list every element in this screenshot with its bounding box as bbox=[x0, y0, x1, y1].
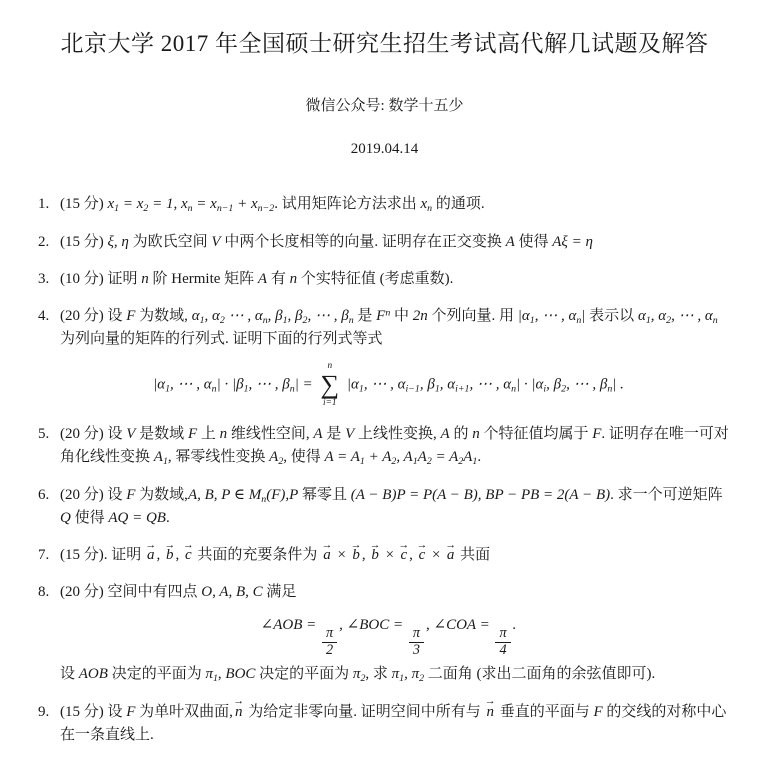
math-run: | bbox=[581, 308, 586, 324]
math-run: A bbox=[505, 233, 515, 250]
subscript: n bbox=[576, 314, 582, 326]
math-run: n bbox=[289, 270, 298, 287]
problem-paragraph bbox=[60, 193, 731, 216]
vector bbox=[416, 538, 428, 567]
vector bbox=[350, 538, 362, 567]
subscript: 2 bbox=[219, 314, 225, 326]
text-run: (10 分) 证明 bbox=[60, 270, 142, 287]
math-run: , ⋯ , α bbox=[170, 376, 212, 393]
math-run: , α bbox=[650, 308, 667, 324]
text-run: (15 分) bbox=[60, 196, 108, 213]
vector-arrow-icon: → bbox=[164, 538, 176, 551]
vector-letter: n bbox=[234, 703, 243, 720]
subscript: 1 bbox=[412, 456, 418, 468]
vector-letter: a bbox=[147, 547, 155, 564]
text-run: 决定的平面为 bbox=[107, 666, 206, 683]
subscript: 1 bbox=[282, 314, 288, 326]
math-run: , ⋯ , α bbox=[534, 308, 577, 324]
math-run: | . bbox=[612, 376, 624, 393]
math-run: A bbox=[417, 449, 427, 466]
subscript: 2 bbox=[419, 673, 425, 685]
text-run: 为给定非零向量. 证明空间中所有与 bbox=[244, 703, 485, 720]
text-run: 设 bbox=[60, 666, 79, 683]
math-run: AOB bbox=[78, 666, 108, 683]
vector-letter: c bbox=[400, 547, 408, 564]
problem-number: 2. bbox=[38, 233, 50, 250]
subscript: 1 bbox=[399, 673, 405, 685]
math-run: V bbox=[345, 426, 355, 443]
math-run: V bbox=[126, 426, 136, 443]
problem-number: 7. bbox=[38, 547, 50, 564]
text-run: 有 bbox=[267, 270, 290, 287]
math-run: , α bbox=[204, 308, 220, 324]
vector-arrow-icon: → bbox=[484, 695, 496, 708]
problem-item bbox=[38, 695, 731, 748]
vector bbox=[445, 538, 457, 567]
fraction bbox=[322, 626, 337, 659]
sum-sigma-icon: ∑ bbox=[320, 369, 340, 399]
text-run: 为欧氏空间 bbox=[128, 233, 212, 250]
math-run: A bbox=[440, 426, 450, 443]
text-run: (20 分) 设 bbox=[60, 426, 127, 443]
math-run: π bbox=[205, 666, 213, 683]
math-run: + A bbox=[364, 449, 392, 466]
subscript: 2 bbox=[143, 203, 149, 215]
subscript: 1 bbox=[243, 383, 249, 395]
text-run: 是 bbox=[353, 308, 377, 324]
math-run: A bbox=[269, 449, 279, 466]
math-run: F bbox=[126, 308, 136, 324]
subscript: i+1 bbox=[455, 383, 470, 395]
text-run: 的通项. bbox=[432, 196, 485, 213]
text-run: 幂零且 bbox=[298, 486, 351, 503]
subscript: 1 bbox=[529, 314, 535, 326]
math-run: |α bbox=[153, 376, 166, 393]
text-run: , bbox=[409, 547, 417, 564]
text-run: 个列向量. 用 bbox=[427, 308, 518, 324]
math-run: F bbox=[593, 703, 603, 720]
math-run: A = A bbox=[324, 449, 360, 466]
math-run: (A − B)P = P(A − B), BP − PB = 2(A − B) bbox=[350, 486, 611, 503]
text-run: 为单叶双曲面, bbox=[135, 703, 233, 720]
math-run: n bbox=[141, 270, 149, 287]
problem-item bbox=[38, 484, 731, 531]
math-run: , ⋯ , α bbox=[469, 376, 512, 393]
text-run: , 幂零线性变换 bbox=[167, 449, 270, 466]
vector-arrow-icon: → bbox=[416, 538, 428, 551]
math-run: = x bbox=[119, 196, 144, 213]
math-run: | = bbox=[294, 376, 317, 393]
problems-list bbox=[38, 193, 731, 747]
text-run: 二面角 (求出二面角的余弦值即可). bbox=[424, 666, 656, 683]
text-run: , bbox=[361, 547, 370, 564]
subscript: 1 bbox=[212, 673, 218, 685]
math-run: π bbox=[352, 666, 361, 683]
vector bbox=[398, 538, 410, 567]
vector-letter: b bbox=[352, 547, 360, 564]
problem-paragraph bbox=[60, 423, 731, 470]
problem-item bbox=[38, 305, 731, 409]
math-run: = x bbox=[192, 196, 217, 213]
vector bbox=[145, 538, 157, 567]
vector-letter: a bbox=[446, 547, 455, 564]
subscript: 1 bbox=[434, 383, 440, 395]
problem-number: 1. bbox=[38, 196, 50, 213]
subscript: n bbox=[511, 383, 517, 395]
subscript: n bbox=[348, 314, 354, 326]
math-run: α bbox=[637, 308, 646, 324]
text-run: 的 bbox=[449, 426, 473, 443]
text-run: 决定的平面为 bbox=[255, 666, 353, 683]
math-run: n bbox=[472, 426, 480, 443]
text-run: , bbox=[156, 547, 164, 564]
subscript: 2 bbox=[360, 673, 366, 685]
math-run: | · |β bbox=[216, 376, 244, 393]
subscript: n bbox=[187, 203, 193, 215]
text-run: (15 分). 证明 bbox=[60, 547, 145, 564]
fraction-denominator: 4 bbox=[499, 642, 507, 659]
fraction-denominator: 3 bbox=[412, 642, 420, 659]
subscript: n bbox=[261, 493, 267, 505]
math-run: | · |α bbox=[516, 376, 544, 393]
vector-arrow-icon: → bbox=[398, 538, 410, 551]
vector-letter: c bbox=[185, 547, 192, 564]
vector-letter: c bbox=[418, 547, 426, 564]
math-run: . bbox=[512, 616, 517, 633]
math-run: π bbox=[391, 666, 400, 683]
subscript: 2 bbox=[666, 314, 672, 326]
text-run: , bbox=[217, 666, 226, 683]
math-run: ξ, η bbox=[107, 233, 129, 250]
subscript: n bbox=[712, 314, 718, 326]
subscript: 1 bbox=[199, 314, 205, 326]
subscript: n bbox=[427, 203, 433, 215]
vector bbox=[321, 538, 333, 567]
problem-item bbox=[38, 538, 731, 567]
sum-operator bbox=[320, 361, 339, 410]
problem-item bbox=[38, 581, 731, 686]
wechat-account-line: 微信公众号: 数学十五少 bbox=[305, 97, 464, 114]
text-run: 为列向量的矩阵的行列式. 证明下面的行列式等式 bbox=[60, 331, 383, 348]
text-run: (20 分) 空间中有四点 bbox=[60, 584, 202, 601]
math-run: , A bbox=[396, 449, 413, 466]
text-run: , 求 bbox=[365, 666, 392, 683]
fraction bbox=[495, 626, 510, 659]
subscript: 1 bbox=[114, 203, 120, 215]
math-run: , π bbox=[404, 666, 420, 683]
subscript: 2 bbox=[302, 314, 308, 326]
problem-paragraph bbox=[60, 484, 731, 531]
text-run: 是 bbox=[322, 426, 346, 443]
math-run: |α bbox=[343, 376, 359, 393]
math-run: , ⋯ , β bbox=[566, 376, 608, 393]
sum-upper-limit: n bbox=[327, 360, 333, 371]
subscript: n bbox=[262, 314, 268, 326]
text-run: 上线性变换, bbox=[354, 426, 441, 443]
math-run: F bbox=[592, 426, 602, 443]
subscript: n bbox=[607, 383, 613, 395]
problem-item bbox=[38, 268, 731, 291]
fraction-numerator: π bbox=[409, 626, 424, 643]
subscript: 1 bbox=[472, 456, 478, 468]
problem-paragraph bbox=[60, 268, 731, 291]
subscript: n−1 bbox=[216, 203, 234, 215]
subscript: 1 bbox=[165, 383, 171, 395]
math-run: × bbox=[380, 547, 399, 564]
math-run: A bbox=[153, 449, 163, 466]
math-run: A bbox=[313, 426, 323, 443]
subscript: 2 bbox=[458, 456, 464, 468]
subscript: 2 bbox=[278, 456, 284, 468]
math-run: 2n bbox=[412, 308, 428, 324]
math-run: = 1, x bbox=[148, 196, 188, 213]
text-run: , 使得 bbox=[283, 449, 325, 466]
problem-number: 9. bbox=[38, 703, 50, 720]
problem-number: 8. bbox=[38, 584, 50, 601]
math-run: + x bbox=[233, 196, 258, 213]
problem-number: 5. bbox=[38, 426, 50, 443]
subscript: i bbox=[543, 383, 547, 395]
vector bbox=[182, 538, 194, 567]
text-run: . 试用矩阵论方法求出 bbox=[274, 196, 421, 213]
math-run: , β bbox=[546, 376, 562, 393]
subscript: 2 bbox=[391, 456, 397, 468]
subscript: 1 bbox=[645, 314, 651, 326]
math-run: V bbox=[211, 233, 221, 250]
text-run: 共面 bbox=[456, 547, 491, 564]
vector-arrow-icon: → bbox=[369, 538, 381, 551]
math-run: , α bbox=[439, 376, 456, 393]
problem-number: 6. bbox=[38, 486, 50, 503]
math-run: , ⋯ , β bbox=[248, 376, 290, 393]
math-run: ⋯ , α bbox=[224, 308, 263, 324]
text-run: 共面的充要条件为 bbox=[193, 547, 322, 564]
problem-number: 3. bbox=[38, 270, 50, 287]
subscript: n bbox=[211, 383, 217, 395]
vector-letter: b bbox=[371, 547, 379, 564]
vector-arrow-icon: → bbox=[445, 538, 457, 551]
math-run: O, A, B, C bbox=[201, 584, 263, 601]
problem-number: 4. bbox=[38, 308, 50, 324]
text-run: 使得 bbox=[514, 233, 553, 250]
subscript: 1 bbox=[359, 456, 365, 468]
text-run: 中 bbox=[390, 308, 413, 324]
text-run: . bbox=[477, 449, 482, 466]
math-run: × bbox=[332, 547, 351, 564]
problem-paragraph bbox=[60, 305, 731, 352]
text-run: (20 分) 设 bbox=[60, 308, 127, 324]
math-run: x bbox=[420, 196, 428, 213]
math-run: , β bbox=[287, 308, 303, 324]
text-run: , bbox=[175, 547, 183, 564]
subscript: 2 bbox=[426, 456, 432, 468]
page-title: 北京大学 2017 年全国硕士研究生招生考试高代解几试题及解答 bbox=[60, 31, 709, 56]
vector-arrow-icon: → bbox=[321, 538, 333, 551]
math-run: n bbox=[219, 426, 228, 443]
text-run: . bbox=[165, 509, 170, 526]
text-run: 个特征值均属于 bbox=[479, 426, 593, 443]
math-run: Q bbox=[60, 509, 71, 526]
fraction-numerator: π bbox=[322, 626, 337, 643]
text-run: 为数域, bbox=[135, 308, 192, 324]
superscript: n bbox=[385, 307, 391, 319]
text-run: 中两个长度相等的向量. 证明存在正交变换 bbox=[220, 233, 506, 250]
text-run: 使得 bbox=[70, 509, 109, 526]
problem-paragraph bbox=[60, 231, 731, 254]
math-run: α bbox=[191, 308, 200, 324]
problem-paragraph bbox=[60, 663, 731, 686]
math-run: , ∠COA = bbox=[426, 616, 494, 633]
text-run: 垂直的平面与 bbox=[495, 703, 594, 720]
text-run: 个实特征值 (考虑重数). bbox=[297, 270, 454, 287]
vector bbox=[164, 538, 176, 567]
text-run: 满足 bbox=[262, 584, 297, 601]
math-run: , ⋯ , α bbox=[363, 376, 406, 393]
fraction bbox=[409, 626, 424, 659]
subscript: n bbox=[289, 383, 295, 395]
math-run: F bbox=[126, 703, 136, 720]
vector-letter: b bbox=[166, 547, 174, 564]
vector-arrow-icon: → bbox=[145, 538, 157, 551]
math-run: , ⋯ , β bbox=[307, 308, 349, 324]
math-run: F bbox=[187, 426, 198, 443]
vector-arrow-icon: → bbox=[182, 538, 194, 551]
problem-paragraph bbox=[60, 695, 731, 748]
math-run: , β bbox=[267, 308, 283, 324]
text-run: . 证明存在唯一可对角化线性变换 bbox=[60, 426, 729, 466]
text-run: 是数域 bbox=[135, 426, 188, 443]
vector bbox=[369, 538, 381, 567]
math-run: × bbox=[427, 547, 445, 564]
problem-item bbox=[38, 193, 731, 216]
math-run: F bbox=[376, 308, 386, 324]
math-run: A bbox=[257, 270, 268, 287]
subscript: 1 bbox=[162, 456, 168, 468]
display-formula bbox=[60, 361, 717, 410]
math-run: Aξ = η bbox=[552, 233, 593, 250]
math-run: , ∠BOC = bbox=[339, 616, 407, 633]
problem-paragraph bbox=[60, 538, 731, 567]
math-run: ∠AOB = bbox=[260, 616, 321, 633]
problem-item bbox=[38, 423, 731, 470]
text-run: . 求一个可逆矩阵 bbox=[610, 486, 723, 503]
math-run: A bbox=[463, 449, 473, 466]
document-date: 2019.04.14 bbox=[350, 141, 419, 157]
text-run: 为数域, bbox=[135, 486, 188, 503]
math-run: (F),P bbox=[266, 486, 299, 503]
vector-letter: n bbox=[486, 703, 494, 720]
problem-paragraph bbox=[60, 581, 731, 604]
math-run: A, B, P ∈ M bbox=[187, 486, 262, 503]
math-run: |α bbox=[517, 308, 530, 324]
subscript: 1 bbox=[358, 383, 364, 395]
vector-arrow-icon: → bbox=[350, 538, 362, 551]
text-run: (15 分) 设 bbox=[60, 703, 127, 720]
problem-item bbox=[38, 231, 731, 254]
math-run: AQ = QB bbox=[108, 509, 166, 526]
subscript: n−2 bbox=[257, 203, 275, 215]
vector-arrow-icon: → bbox=[233, 695, 245, 708]
subscript: 2 bbox=[561, 383, 567, 395]
math-run: x bbox=[107, 196, 115, 213]
math-run: F bbox=[126, 486, 136, 503]
text-run: 的交线的对称中心在一条直线上. bbox=[60, 703, 727, 743]
text-run: 上 bbox=[197, 426, 220, 443]
fraction-numerator: π bbox=[495, 626, 510, 643]
text-run: 维线性空间, bbox=[227, 426, 314, 443]
vector bbox=[233, 695, 245, 724]
math-run: BOC bbox=[225, 666, 256, 683]
text-run: (15 分) bbox=[60, 233, 108, 250]
text-run: 阶 Hermite 矩阵 bbox=[148, 270, 258, 287]
sum-lower-limit: i=1 bbox=[323, 397, 337, 408]
subscript: i−1 bbox=[405, 383, 420, 395]
math-run: , ⋯ , α bbox=[671, 308, 713, 324]
math-run: , β bbox=[419, 376, 435, 393]
fraction-denominator: 2 bbox=[326, 642, 334, 659]
math-run: = A bbox=[431, 449, 459, 466]
text-run: 表示以 bbox=[585, 308, 638, 324]
vector bbox=[484, 695, 496, 724]
vector-letter: a bbox=[323, 547, 331, 564]
text-run: (20 分) 设 bbox=[60, 486, 127, 503]
display-formula bbox=[60, 614, 717, 660]
